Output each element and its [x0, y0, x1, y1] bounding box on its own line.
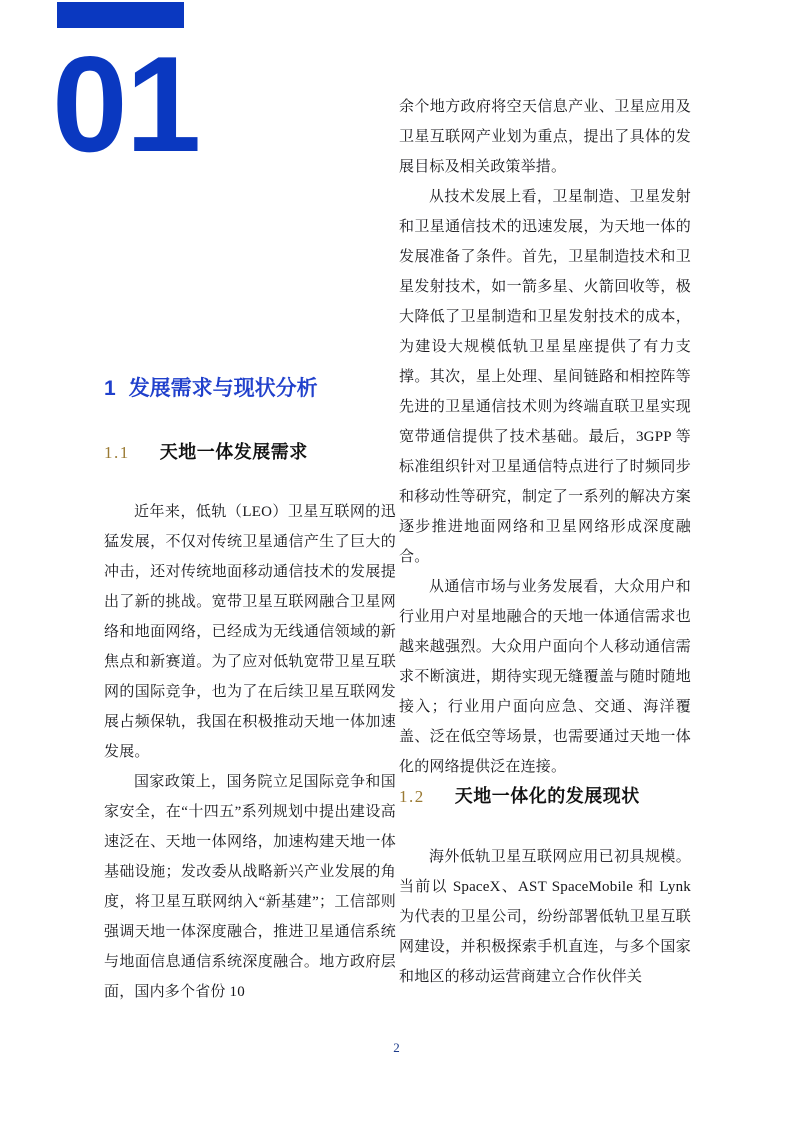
paragraph [399, 182, 691, 572]
paragraph-segment-a: 从技术发展上看，卫星制造、卫星发射和卫星通信技术的迅速发展，为天地一体的发展准备了条件。首先，卫星制造技术和卫星发射技术，如一箭多星、火箭回收等，极大降低了卫星制造和卫星发射技术的成本，为建设大规模低轨卫星星座提供了有力支撑。其次，星上处理、星间链路和相控阵等先进的卫星通信技术则为终端直联卫星实现宽带通信提供了技术基础。最后，3GPP 等标准组织针对卫星通信特点进行了时频同步和移动性等研究，制定了一系列的解决方案逐步推进地面网络和卫星网络形成深度融合。 [399, 189, 691, 565]
section-heading-1-number: 1 [104, 377, 116, 400]
page-number: 2 [393, 1040, 400, 1055]
paragraph: 余个地方政府将空天信息产业、卫星应用及卫星互联网产业划为重点，提出了具体的发展目标及相关政策举措。 [399, 99, 691, 175]
paragraph: 近年来，低轨（LEO）卫星互联网的迅猛发展，不仅对传统卫星通信产生了巨大的冲击，还对传统地面移动通信技术的发展提出了新的挑战。宽带卫星互联网融合卫星网络和地面网络，已经成为无线通信领域的新焦点和新赛道。为了应对低轨宽带卫星互联网的国际竞争，也为了在后续卫星互联网发展占频保轨，我国在积极推动天地一体加速发展。 [104, 504, 396, 760]
paragraph: 国家政策上，国务院立足国际竞争和国家安全，在“十四五”系列规划中提出建设高速泛在、天地一体网络，加速构建天地一体基础设施；发改委从战略新兴产业发展的角度，将卫星互联网纳入“新基建”；工信部则强调天地一体深度融合，推进卫星通信系统与地面信息通信系统深度融合。地方政府层面，国内多个省份 10 [104, 774, 396, 1000]
paragraph: 从通信市场与业务发展看，大众用户和行业用户对星地融合的天地一体通信需求也越来越强烈。大众用户面向个人移动通信需求不断演进，期待实现无缝覆盖与随时随地接入；行业用户面向应急、交通、海洋覆盖、泛在低空等场景，也需要通过天地一体化的网络提供泛在连接。 [399, 579, 691, 775]
section-heading-1-title: 发展需求与现状分析 [128, 377, 318, 400]
paragraph: 海外低轨卫星互联网应用已初具规模。当前以 SpaceX、AST SpaceMobile 和 Lynk 为代表的卫星公司，纷纷部署低轨卫星互联网建设，并积极探索手机直连，与多个国家和地区的移动运营商建立合作伙伴关 [399, 849, 691, 985]
section-heading-1 [104, 372, 396, 402]
subsection-heading-1-1-title: 天地一体发展需求 [159, 442, 308, 462]
subsection-heading-1-2 [399, 786, 691, 808]
chapter-number: 01 [52, 28, 200, 180]
subsection-heading-1-2-title: 天地一体化的发展现状 [454, 786, 640, 806]
subsection-heading-1-2-number: 1.2 [399, 787, 425, 806]
subsection-heading-1-1-number: 1.1 [104, 443, 130, 462]
subsection-heading-1-1 [104, 442, 396, 464]
